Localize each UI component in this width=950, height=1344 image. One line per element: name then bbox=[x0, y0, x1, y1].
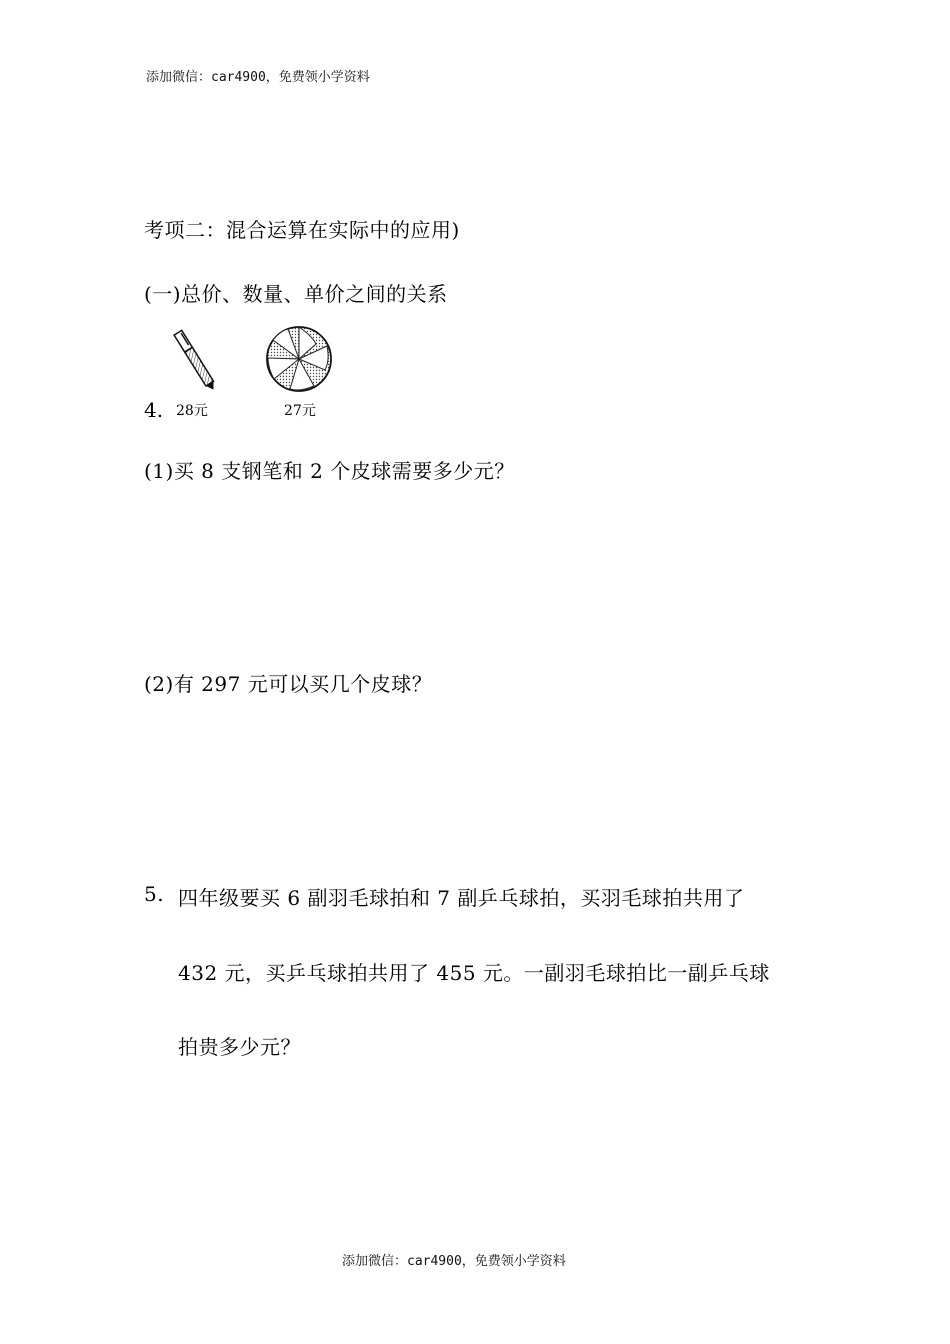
question-4-part-1: (1)买 8 支钢笔和 2 个皮球需要多少元？ bbox=[144, 459, 515, 483]
question-4-number: 4. bbox=[144, 398, 164, 422]
question-5-number: 5. bbox=[144, 882, 165, 906]
pen-icon bbox=[165, 326, 225, 396]
question-4-part-2: (2)有 297 元可以买几个皮球？ bbox=[144, 672, 433, 696]
question-5-line-3: 拍贵多少元？ bbox=[178, 1035, 301, 1059]
ball-price-label: 27元 bbox=[284, 403, 316, 419]
footer-watermark-note: 添加微信：car4900，免费领小学资料 bbox=[342, 1254, 566, 1269]
question-5-line-1: 四年级要买 6 副羽毛球拍和 7 副乒乓球拍，买羽毛球拍共用了 bbox=[178, 886, 745, 910]
question-5-line-2: 432 元，买乒乓球拍共用了 455 元。一副羽毛球拍比一副乒乓球 bbox=[178, 961, 770, 985]
section-title: 考项二：混合运算在实际中的应用) bbox=[144, 218, 460, 242]
subsection-title: (一)总价、数量、单价之间的关系 bbox=[144, 282, 448, 306]
header-watermark-note: 添加微信：car4900，免费领小学资料 bbox=[146, 70, 370, 85]
pen-price-label: 28元 bbox=[176, 403, 208, 419]
ball-icon bbox=[264, 324, 334, 394]
